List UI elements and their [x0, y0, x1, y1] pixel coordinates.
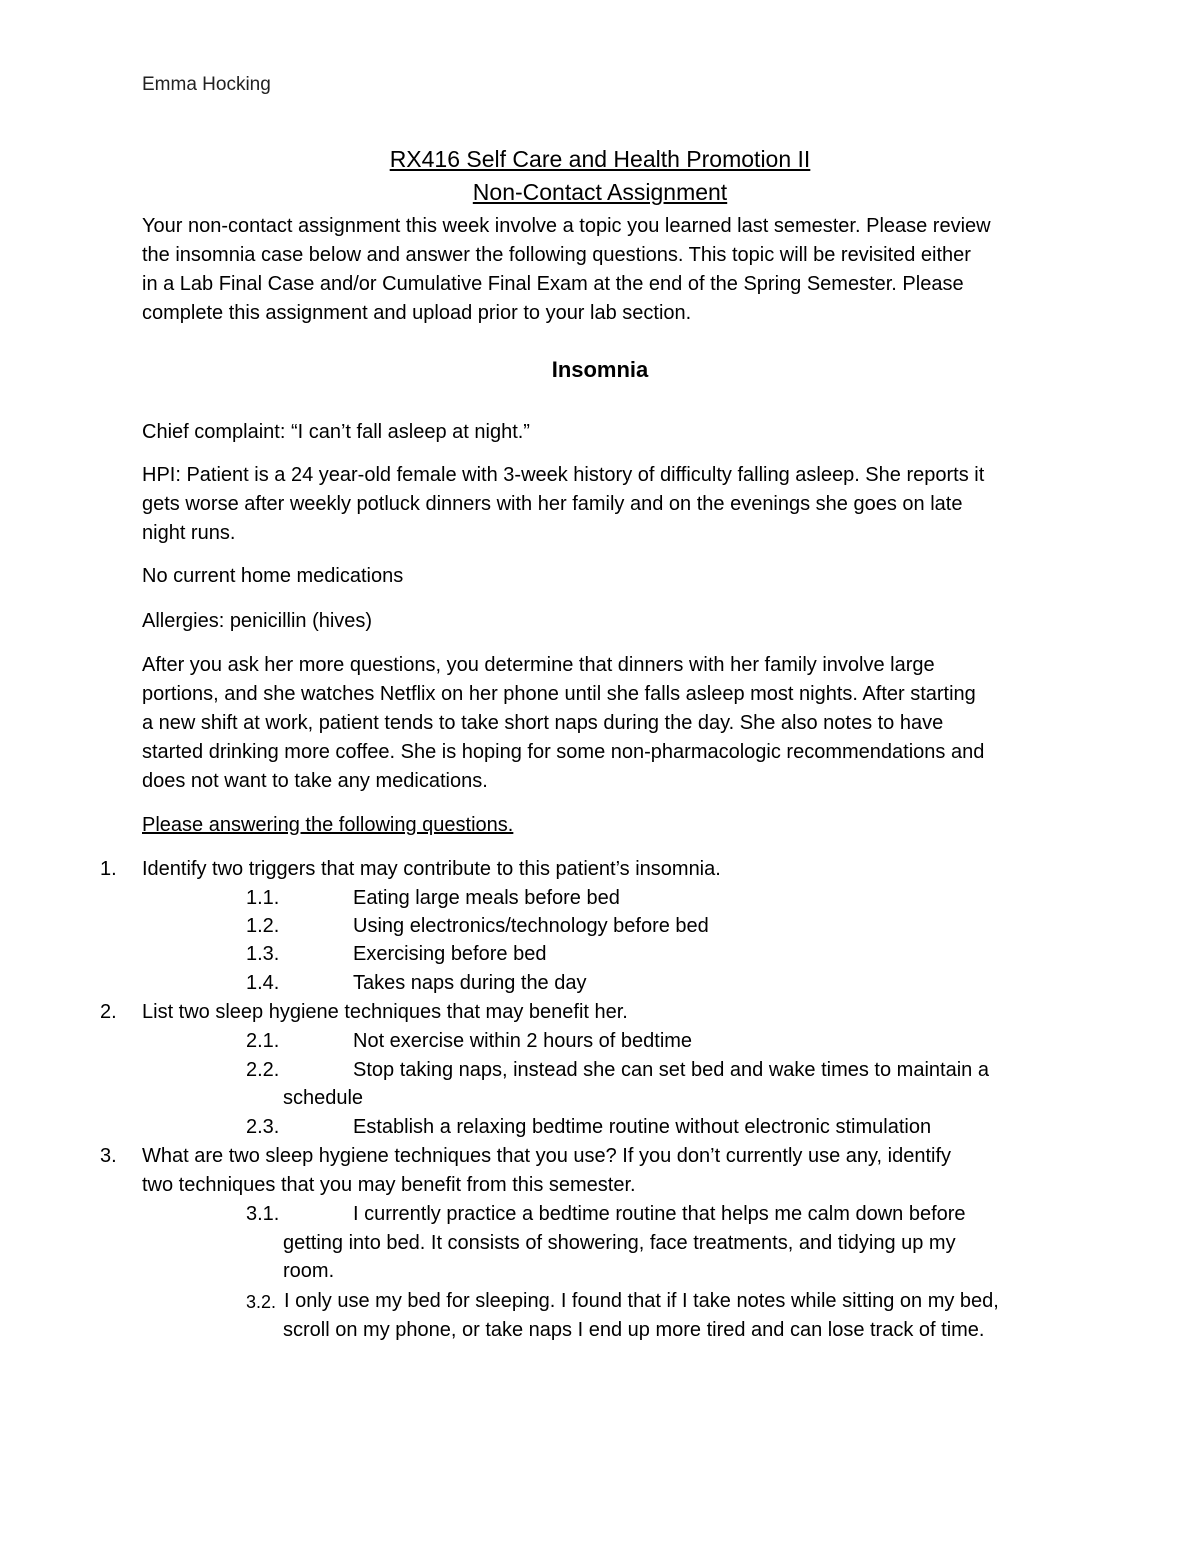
chief-complaint: Chief complaint: “I can’t fall asleep at night.”	[142, 421, 530, 443]
answer-text: I only use my bed for sleeping. I found that if I take notes while sitting on my bed,	[284, 1290, 999, 1312]
question-number: 3.	[100, 1145, 117, 1167]
question-line: two techniques that you may benefit from this semester.	[142, 1174, 636, 1196]
answer-number: 2.3.	[246, 1116, 280, 1138]
intro-line: in a Lab Final Case and/or Cumulative Final Exam at the end of the Spring Semester. Please	[142, 273, 964, 295]
followup-line: started drinking more coffee. She is hoping for some non-pharmacologic recommendations and	[142, 741, 985, 763]
answer-number: 1.2.	[246, 915, 280, 937]
allergies: Allergies: penicillin (hives)	[142, 610, 373, 632]
case-heading: Insomnia	[551, 357, 649, 382]
question-text: Identify two triggers that may contribute to this patient’s insomnia.	[142, 858, 721, 880]
question-number: 2.	[100, 1001, 117, 1023]
answer-number: 1.3.	[246, 943, 280, 965]
answer-text: Eating large meals before bed	[353, 887, 620, 909]
answer-text-continued: getting into bed. It consists of showering, face treatments, and tidying up my	[283, 1232, 956, 1254]
questions-heading: Please answering the following questions.	[142, 814, 514, 836]
course-title: RX416 Self Care and Health Promotion II	[389, 146, 811, 172]
question-line: What are two sleep hygiene techniques that you use? If you don’t currently use any, identify	[142, 1145, 951, 1167]
answer-text: Using electronics/technology before bed	[353, 915, 709, 937]
hpi-line: night runs.	[142, 522, 236, 544]
answer-text: Stop taking naps, instead she can set bed and wake times to maintain a	[353, 1059, 989, 1081]
intro-paragraph	[142, 212, 1062, 328]
answer-number: 2.2.	[246, 1059, 280, 1081]
answer-text-continued: schedule	[283, 1087, 364, 1109]
answer-text: Takes naps during the day	[353, 972, 587, 994]
author-name: Emma Hocking	[142, 74, 271, 95]
question-number: 1.	[100, 858, 117, 880]
followup-line: After you ask her more questions, you determine that dinners with her family involve large	[142, 654, 935, 676]
intro-line: the insomnia case below and answer the following questions. This topic will be revisited either	[142, 244, 971, 266]
intro-line: Your non-contact assignment this week involve a topic you learned last semester. Please review	[142, 215, 991, 237]
followup-line: does not want to take any medications.	[142, 770, 488, 792]
answer-text: Not exercise within 2 hours of bedtime	[353, 1030, 693, 1052]
hpi-line: gets worse after weekly potluck dinners with her family and on the evenings she goes on late	[142, 493, 963, 515]
question-text: List two sleep hygiene techniques that may benefit her.	[142, 1001, 628, 1023]
answer-text: I currently practice a bedtime routine that helps me calm down before	[353, 1203, 966, 1225]
answer-text-continued: room.	[283, 1260, 335, 1282]
hpi-line: HPI: Patient is a 24 year-old female with 3-week history of difficulty falling asleep. She reports it	[142, 464, 985, 486]
followup-paragraph	[142, 651, 1072, 796]
question-text	[142, 1142, 1062, 1200]
answer-text: Exercising before bed	[353, 943, 547, 965]
followup-line: portions, and she watches Netflix on her phone until she falls asleep most nights. After starting	[142, 683, 976, 705]
hpi-paragraph	[142, 461, 1072, 548]
answer-number: 2.1.	[246, 1030, 280, 1052]
answer-number: 1.1.	[246, 887, 280, 909]
answer-number: 3.1.	[246, 1203, 280, 1225]
answer-number: 3.2.	[246, 1292, 277, 1312]
medications: No current home medications	[142, 565, 404, 587]
answer-text: Establish a relaxing bedtime routine without electronic stimulation	[353, 1116, 932, 1138]
followup-line: a new shift at work, patient tends to take short naps during the day. She also notes to have	[142, 712, 944, 734]
answer-text-continued: scroll on my phone, or take naps I end up more tired and can lose track of time.	[283, 1319, 985, 1341]
intro-line: complete this assignment and upload prior to your lab section.	[142, 302, 692, 324]
answer-number: 1.4.	[246, 972, 280, 994]
assignment-title: Non-Contact Assignment	[472, 179, 728, 205]
